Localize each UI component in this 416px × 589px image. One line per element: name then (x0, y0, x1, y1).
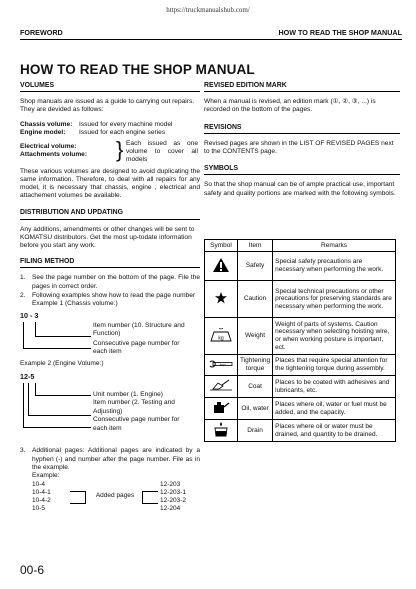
col-item: Item (238, 240, 273, 252)
volumes-intro: Shop manuals are issued as a guide to carrying out repairs. They are devided as follows: (20, 98, 195, 114)
torque-wrench-icon (208, 358, 234, 370)
remarks-cell: Places to be coated with adhesives and lubricants, etc. (273, 376, 396, 398)
added-left-1: 10-4-1 (32, 489, 51, 497)
svg-text:kg: kg (218, 335, 224, 342)
remarks-cell: Special safety precautions are necessary when performing the work. (273, 252, 396, 281)
symbol-cell (205, 252, 238, 281)
item-cell: Safety (238, 252, 273, 281)
added-left-2: 10-4-2 (32, 497, 51, 505)
added-left-0: 10-4 (32, 481, 46, 489)
filing-heading: FILING METHOD (20, 258, 200, 268)
brace-icon: } (116, 137, 124, 163)
volumes-body: These various volumes are designed to avoid duplicating the same information. Therefore, to deal with all repairs for any model, it is necessary that chassis, engine , electrical and attachement volumes be available. (20, 167, 200, 200)
weight-kg-icon (209, 328, 233, 342)
example2-line-a-h (23, 427, 91, 428)
example1-item-text: Item number (10. Structure and Function) (93, 322, 185, 338)
symbol-cell (205, 376, 238, 398)
added-bracket-right (140, 481, 160, 513)
example1-page-number: 10 - 3 (20, 311, 39, 321)
example1-label: Example 1 (Chassis volume:) (32, 300, 118, 308)
attachments-label: Attachments volume: (20, 151, 88, 159)
example1-line-b-h (35, 336, 91, 337)
svg-text:kgm: kgm (220, 362, 226, 367)
example1-diagram (20, 312, 200, 358)
filing-item-1: 1. See the page number on the bottom of the page. File the pages in correct order. (20, 274, 200, 290)
added-right-3: 12-204 (160, 505, 181, 513)
example2-label: Example 2 (Engine Volume:) (20, 360, 104, 368)
example1-line-a (23, 322, 24, 348)
warning-triangle-icon (212, 257, 230, 273)
chassis-label: Chassis volume: (20, 120, 73, 128)
added-bracket-right-shape (142, 491, 158, 504)
example-word: Example: (32, 472, 60, 480)
volumes-brace-group (20, 137, 200, 165)
revised-heading: REVISED EDITION MARK (204, 82, 400, 92)
volumes-brace-labels (20, 140, 116, 165)
remarks-cell: Places that require special attention for the tightening torque during assembly. (273, 355, 396, 376)
page-number: 00-6 (20, 563, 45, 577)
filing-item-3-text (32, 447, 200, 480)
engine-row (20, 129, 200, 137)
example2-line-b-h (28, 415, 91, 416)
symbol-cell (205, 398, 238, 420)
revisions-body: Revised pages are shown in the LIST OF REVISED PAGES next to the CONTENTS page. (204, 139, 394, 156)
symbol-cell (205, 355, 238, 376)
table-row (205, 398, 396, 420)
added-right-2: 12-203-2 (160, 497, 187, 505)
item-cell: Tightening torque (238, 355, 273, 376)
added-right-0: 12-203 (160, 481, 181, 489)
example2-page-number: 12-5 (20, 372, 35, 382)
table-row (205, 318, 396, 355)
example2-line-b (28, 383, 29, 415)
item-cell: Drain (238, 420, 273, 442)
symbols-table-header (205, 240, 396, 252)
added-left-list (32, 481, 70, 513)
symbol-cell (205, 420, 238, 442)
example2-unit-text: Unit number (1. Engine) (93, 391, 164, 399)
engine-label: Engine model: (20, 128, 66, 136)
right-column (204, 82, 400, 204)
drain-icon (213, 421, 229, 437)
filing-item-2-text (32, 292, 195, 308)
coat-brush-icon (209, 379, 233, 391)
table-row (205, 376, 396, 398)
symbol-cell (205, 318, 238, 355)
example1-consec-text: Consecutive page number for each item (93, 340, 180, 356)
added-bracket-left-shape (70, 491, 86, 504)
example2-consec-text: Consecutive page number for each item (93, 416, 180, 432)
item-cell: Oil, water (238, 398, 273, 420)
filing-item-2-main: Following examples show how to read the page number (32, 291, 196, 299)
star-icon (215, 292, 227, 304)
page-header (20, 28, 402, 40)
item-cell: Coat (238, 376, 273, 398)
table-row (205, 252, 396, 281)
symbols-body: So that the shop manual can be of ample practical use, important safety and quality portions are marked with the following symbols. (204, 181, 396, 197)
electrical-label: Electrical volume: (20, 143, 77, 151)
remarks-cell: Places where oil or water must be drained, and quantity to be drained. (273, 420, 396, 442)
item-cell: Caution (238, 281, 273, 318)
chassis-row (20, 121, 200, 129)
example2-line-c (35, 383, 36, 395)
example2-item-text: Item number (2. Testing and Adjusting) (93, 399, 175, 415)
added-left-3: 10-5 (32, 505, 46, 513)
chassis-text: Issued for every machine model (79, 120, 173, 128)
table-row (205, 420, 396, 442)
left-column (20, 82, 200, 513)
symbols-heading: SYMBOLS (204, 165, 400, 175)
engine-text: Issued for each engine series (79, 128, 166, 136)
header-section: FOREWORD (20, 28, 63, 37)
filing-item-3-main: Additional pages: Additional pages are indicated by a hyphen (-) and number after the page number. File as in the example. (32, 447, 200, 471)
filing-item-3: 3. Additional pages: Additional pages are indicated by a hyphen (-) and number after the page number. File as in the example. Example: (20, 447, 200, 480)
revised-body: When a manual is revised, an edition mark (①, ②, ③, ...) is recorded on the bottom of the pages. (204, 98, 376, 114)
added-bracket-left (70, 481, 90, 513)
brace-text: Each issued as one volume to cover all models (126, 140, 198, 164)
table-row (205, 281, 396, 318)
added-right-1: 12-203-1 (160, 489, 187, 497)
example1-line-a-h (23, 348, 91, 349)
col-symbol: Symbol (205, 240, 238, 252)
distribution-heading: DISTRIBUTION AND UPDATING (20, 209, 200, 219)
example2-line-c-h (35, 395, 91, 396)
volumes-heading: VOLUMES (20, 82, 200, 92)
added-right-list (160, 481, 186, 513)
revisions-heading: REVISIONS (204, 124, 400, 134)
example1-line-b (35, 322, 36, 336)
example2-line-a (23, 383, 24, 427)
page-title: HOW TO READ THE SHOP MANUAL (20, 62, 255, 77)
header-chapter: HOW TO READ THE SHOP MANUAL (278, 28, 402, 37)
symbols-table (204, 239, 396, 442)
remarks-cell: Special technical precautions or other precautions for preserving standards are necessary when performing the work. (273, 281, 396, 318)
filing-item-1-text: See the page number on the bottom of the page. File the pages in correct order. (32, 274, 200, 290)
remarks-cell: Weight of parts of systems. Caution necessary when selecting hoisting wire, or when working posture is important, ect. (273, 318, 396, 355)
col-remarks: Remarks (273, 240, 396, 252)
source-url: https://truckmanualshub.com/ (166, 6, 250, 14)
filing-item-2: 2. Following examples show how to read the page number Example 1 (Chassis volume:) (20, 291, 196, 308)
distribution-body: Any additions, amendments or other changes will be sent to KOMATSU distributors. Get the most up-todate information before you start any work. (20, 225, 195, 250)
added-pages-label: Added pages (95, 492, 135, 500)
oil-can-icon (211, 400, 231, 414)
item-cell: Weight (238, 318, 273, 355)
remarks-cell: Places where oil, water or fuel must be added, and the capacity. (273, 398, 396, 420)
example2-diagram (20, 371, 200, 431)
symbol-cell (205, 281, 238, 318)
added-pages-example (20, 481, 200, 513)
table-row (205, 355, 396, 376)
